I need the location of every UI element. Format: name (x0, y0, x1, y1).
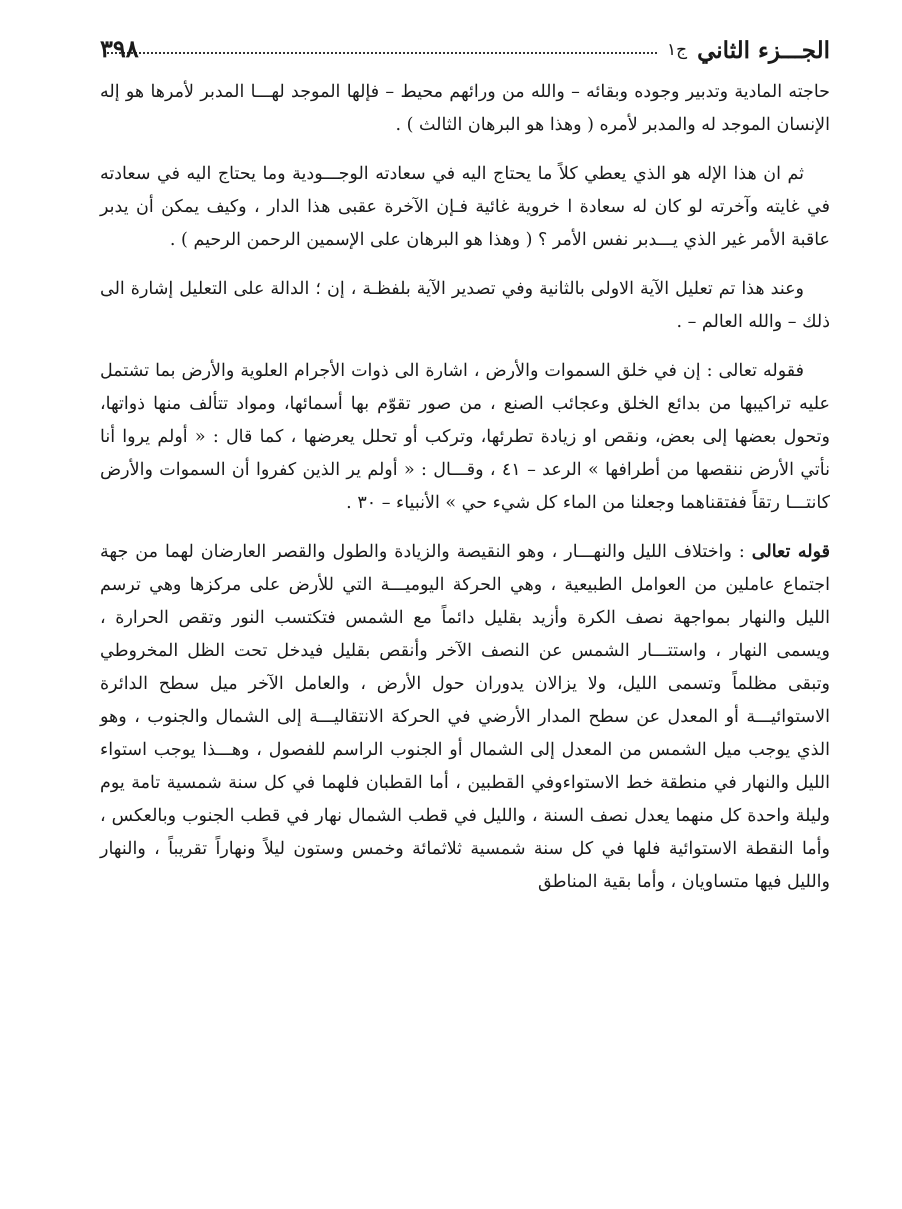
header-dotted-rule (104, 52, 657, 54)
paragraph (100, 76, 830, 142)
body-text (100, 76, 830, 915)
paragraph-text: ثم ان هذا الإله هو الذي يعطي كلاً ما يحتاج اليه في سعادته الوجـــودية وما يحتاج اليه في سعادته في غايته وآخرته لو كان له سعادة ا خروية غائية فـإن الآخرة عقبى هذا الدار ، وكيف يمكن أن يدبر عاقبة الأمر غير الذي يـــدبر نفس الأمر ؟ ( وهذا هو البرهان على الإسمين الرحمن الرحيم ) . (100, 164, 830, 250)
part-title: الجـــزء الثاني (697, 36, 830, 64)
paragraph (100, 158, 830, 257)
paragraph-text: : واختلاف الليل والنهـــار ، وهو النقيصة والزيادة والطول والقصر العارضان لهما من جهة اجتماع عاملين من العوامل الطبيعية ، وهي الحركة اليوميـــة التي للأرض على مركزها وهي ترسم الليل والنهار بمواجهة نصف الكرة وأزيد بقليل دائماً مع الشمس فتكتسب النور وتقص الحرارة ، ويسمى النهار ، واستتـــار الشمس عن النصف الآخر وأنقص بقليل فيدخل تحت الظل المخروطي وتبقى مظلماً وتسمى الليل، ولا يزالان يدوران حول الأرض ، والعامل الآخر ميل سطح الدائرة الاستوائيـــة أو المعدل عن سطح المدار الأرضي في الحركة الانتقاليـــة إلى الشمال والجنوب ، وهو الذي يوجب ميل الشمس من المعدل إلى الشمال أو الجنوب الراسم للفصول ، وهـــذا يوجب استواء الليل والنهار في منطقة خط الاستواءوفي القطبين ، أما القطبان فلهما في كل سنة شمسية تامة يوم وليلة واحدة كل منهما يعدل نصف السنة ، والليل في قطب الشمال نهار في قطب الجنوب وبالعكس ، وأما النقطة الاستوائية فلها في كل سنة شمسية ثلاثمائة وخمس وستون ليلاً ونهاراً تقريباً ، والنهار والليل فيها متساويان ، وأما بقية المناطق (100, 542, 830, 892)
paragraph-lead: قوله تعالى (751, 542, 831, 562)
paragraph (100, 273, 830, 339)
paragraph-text: فقوله تعالى : إن في خلق السموات والأرض ، اشارة الى ذوات الأجرام العلوية والأرض بما تشتمل عليه تراكيبها من بدائع الخلق وعجائب الصنع ، من صور تقوّم بها أسمائها، ومواد تتألف منها ذواتها، وتحول بعضها إلى بعض، ونقص او زيادة تطرئها، وتركب أو تحلل يعرضها ، كما قال : « أولم يروا أنا نأتي الأرض ننقصها من أطرافها » الرعد – ٤١ ، وقـــال : « أولم ير الذين كفروا أن السموات والأرض كانتـــا رتقاً ففتقناهما وجعلنا من الماء كل شيء حي » الأنبياء – ٣٠ . (100, 361, 830, 513)
running-header (100, 30, 830, 70)
volume-label: ج١ (666, 40, 688, 60)
paragraph (100, 355, 830, 520)
paragraph (100, 536, 830, 899)
page-number: ٣٩٨ (100, 34, 139, 63)
paragraph-text: وعند هذا تم تعليل الآية الاولى بالثانية وفي تصدير الآية بلفظـة ، إن ؛ الدالة على التعليل إشارة الى ذلك – والله العالم – . (100, 279, 830, 332)
paragraph-text: حاجته المادية وتدبير وجوده وبقائه – والله من ورائهم محيط – فإلها الموجد لهـــا المدبر لأمرها هو إله الإنسان الموجد له والمدبر لأمره ( وهذا هو البرهان الثالث ) . (100, 82, 830, 135)
